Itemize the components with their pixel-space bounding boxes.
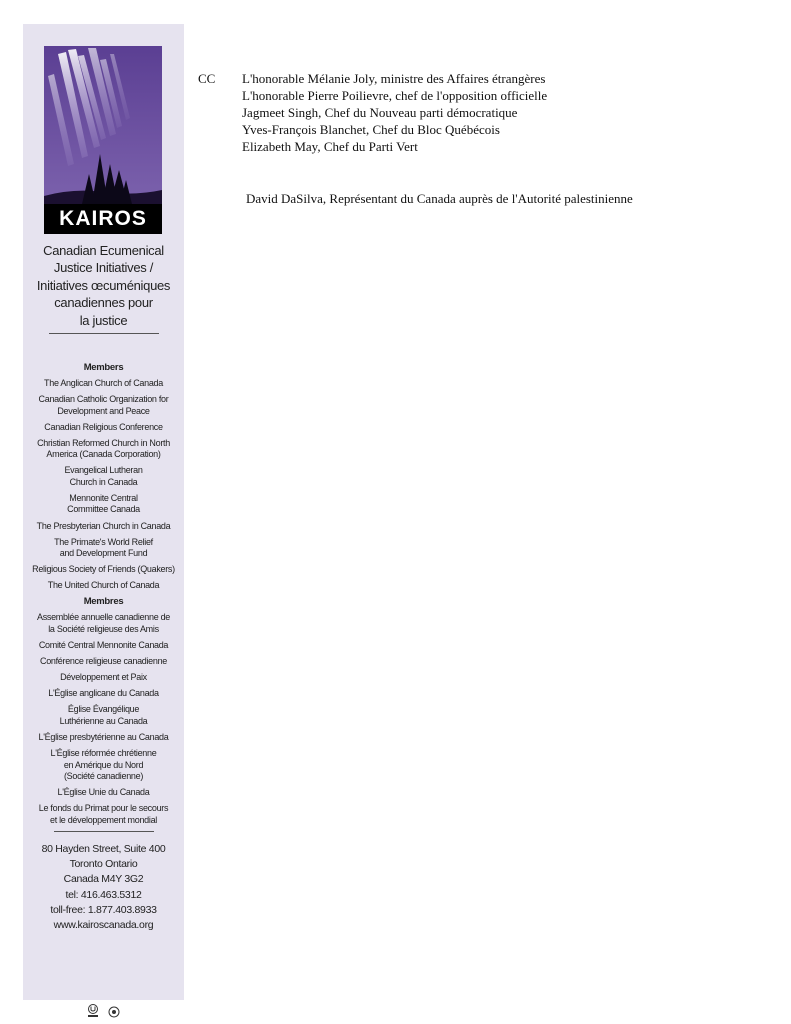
member-item: Assemblée annuelle canadienne de la Société religieuse des Amis	[37, 612, 171, 634]
member-item: The Anglican Church of Canada	[44, 378, 163, 388]
org-name	[23, 242, 184, 334]
org-line: Canadian Ecumenical	[43, 243, 164, 258]
member-item: L'Église réformée chrétienne en Amérique du Nord (Société canadienne)	[50, 748, 157, 782]
toll-free-phone: toll-free: 1.877.403.8933	[50, 903, 157, 916]
cc-recipient: L'honorable Mélanie Joly, ministre des Affaires étrangères	[242, 71, 546, 86]
union-label-icon	[87, 1004, 99, 1018]
member-item: Conférence religieuse canadienne	[40, 656, 167, 667]
cc-recipients	[242, 70, 547, 155]
website-link[interactable]: www.kairoscanada.org	[53, 919, 154, 932]
cc-label: CC	[198, 71, 216, 86]
cc-recipient: Jagmeet Singh, Chef du Nouveau parti démocratique	[242, 105, 518, 120]
contact-address	[23, 842, 184, 933]
phone: tel: 416.463.5312	[65, 888, 142, 901]
org-line: canadiennes pour	[54, 295, 153, 311]
member-item: Comité Central Mennonite Canada	[38, 640, 169, 651]
cc-extra-recipient: David DaSilva, Représentant du Canada auprès de l'Autorité palestinienne	[246, 191, 633, 206]
cc-recipient: Yves-François Blanchet, Chef du Bloc Québécois	[242, 122, 500, 137]
member-item: Christian Reformed Church in North America (Canada Corporation)	[37, 437, 170, 460]
logo-wordmark: KAIROS	[44, 204, 162, 234]
divider	[49, 333, 159, 334]
member-item: Le fonds du Primat pour le secours et le développement mondial	[38, 803, 169, 825]
member-item: Religious Society of Friends (Quakers)	[32, 564, 175, 575]
member-item: Développement et Paix	[60, 672, 147, 683]
member-item: The United Church of Canada	[47, 580, 160, 591]
cc-recipient: L'honorable Pierre Poilievre, chef de l'opposition officielle	[242, 88, 548, 103]
address-line: Toronto Ontario	[69, 858, 138, 871]
org-line: Initiatives œcuméniques	[36, 277, 171, 293]
member-item: L'Église presbytérienne au Canada	[38, 732, 169, 742]
member-item: Evangelical Lutheran Church in Canada	[64, 465, 143, 487]
member-item: Canadian Catholic Organization for Development and Peace	[38, 394, 169, 416]
address-line: 80 Hayden Street, Suite 400	[41, 843, 166, 855]
members-heading-fr: Membres	[83, 596, 124, 608]
letterhead-sidebar	[23, 24, 184, 1000]
recycle-icon	[108, 1006, 120, 1018]
member-item: Canadian Religious Conference	[44, 421, 163, 432]
members-list	[23, 362, 184, 832]
member-item: The Primate's World Relief and Development Fund	[54, 536, 153, 559]
org-line: Justice Initiatives /	[53, 260, 154, 276]
members-heading-en: Members	[83, 362, 124, 373]
address-line: Canada M4Y 3G2	[63, 873, 144, 886]
member-item: L'Église anglicane du Canada	[48, 688, 159, 699]
certification-marks	[23, 1004, 184, 1020]
org-line: la justice	[79, 312, 128, 328]
member-item: The Presbyterian Church in Canada	[36, 520, 171, 531]
member-item: L'Église Unie du Canada	[57, 787, 150, 798]
divider	[54, 831, 154, 832]
kairos-logo	[44, 46, 162, 234]
cc-recipient: Elizabeth May, Chef du Parti Vert	[242, 139, 418, 154]
aurora-trees-graphic	[44, 46, 162, 206]
member-item: Mennonite Central Committee Canada	[67, 492, 140, 515]
member-item: Église Évangélique Luthérienne au Canada	[59, 704, 148, 726]
